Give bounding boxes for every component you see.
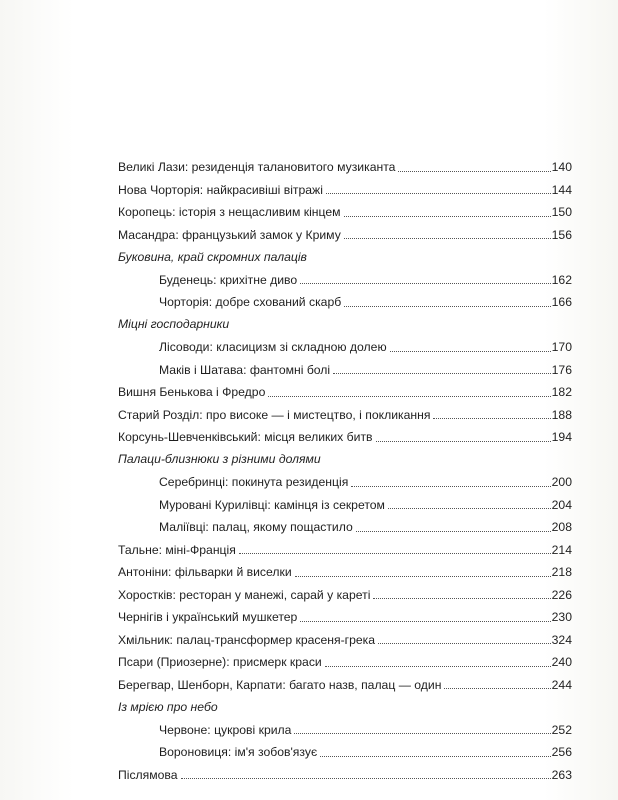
toc-entry <box>118 556 572 579</box>
dot-leader <box>294 722 550 734</box>
toc-section-heading: Палаци-близнюки з різними долями <box>118 452 321 466</box>
toc-entry <box>118 421 572 444</box>
toc-page-number: 182 <box>551 385 572 400</box>
dot-leader <box>356 520 551 532</box>
toc-page-number: 166 <box>551 295 572 310</box>
toc-page-number: 144 <box>551 182 572 197</box>
toc-entry-title: Старий Розділ: про високе — і мистецтво, і покликання <box>118 407 431 422</box>
toc-section-heading: Із мрією про небо <box>118 699 218 714</box>
toc-entry <box>118 534 572 557</box>
toc-entry-title: Коропець: історія з нещасливим кінцем <box>118 205 341 220</box>
dot-leader <box>344 205 551 217</box>
toc-entry <box>118 286 572 309</box>
dot-leader <box>376 430 551 442</box>
toc-entry <box>118 196 572 219</box>
toc-page-number: 162 <box>551 272 572 287</box>
toc-page-number: 256 <box>551 745 572 760</box>
toc-entry-title: Буденець: крихітне диво <box>159 272 298 287</box>
dot-leader <box>378 632 551 644</box>
toc-entry-title: Лісоводи: класицизм зі складною долею <box>159 340 387 355</box>
toc-entry <box>118 669 572 692</box>
toc-page-number: 252 <box>551 722 572 737</box>
toc-entry <box>118 399 572 422</box>
toc-page-number: 140 <box>551 160 572 175</box>
dot-leader <box>268 385 550 397</box>
toc-entry <box>118 354 572 377</box>
toc-page-number: 176 <box>551 362 572 377</box>
toc-page-number: 230 <box>551 610 572 625</box>
dot-leader <box>333 362 551 374</box>
toc-entry <box>118 601 572 624</box>
toc-entry-title: Великі Лази: резиденція талановитого музиканта <box>118 160 396 175</box>
dot-leader <box>325 655 551 667</box>
dot-leader <box>373 587 550 599</box>
dot-leader <box>320 745 550 757</box>
toc-entry-title: Післямова <box>118 767 178 782</box>
toc-entry <box>118 489 572 512</box>
dot-leader <box>344 227 551 239</box>
toc-entry-title: Антоніни: фільварки й виселки <box>118 565 292 580</box>
dot-leader <box>300 272 551 284</box>
toc-entry <box>118 174 572 197</box>
toc-page-number: 170 <box>551 340 572 355</box>
toc-entry <box>118 151 572 174</box>
dot-leader <box>326 182 551 194</box>
toc-page-number: 214 <box>551 542 572 557</box>
toc-page-number: 194 <box>551 430 572 445</box>
toc-entry <box>118 624 572 647</box>
toc-page-number: 204 <box>551 497 572 512</box>
toc-entry-title: Чернігів і український мушкетер <box>118 610 298 625</box>
dot-leader <box>398 160 550 172</box>
dot-leader <box>239 542 551 554</box>
toc-section-heading: Буковина, край скромних палаців <box>118 249 307 264</box>
toc-page-number: 240 <box>551 655 572 670</box>
toc-page-number: 244 <box>551 677 572 692</box>
toc-entry <box>118 759 572 782</box>
toc-entry-title: Хоростків: ресторан у манежі, сарай у кареті <box>118 587 371 602</box>
toc-entry-title: Чорторія: добре схований скарб <box>159 295 342 310</box>
toc-entry-title: Корсунь-Шевченківський: місця великих битв <box>118 430 373 445</box>
toc-entry-title: Хмільник: палац-трансформер красеня-грека <box>118 632 376 647</box>
toc-entry-title: Муровані Курилівці: камінця із секретом <box>159 497 385 512</box>
dot-leader <box>351 475 550 487</box>
toc-entry <box>118 219 572 242</box>
toc-entry-title: Маліївці: палац, якому пощастило <box>159 520 353 535</box>
toc-entry-title: Серебринці: покинута резиденція <box>159 475 349 490</box>
toc-entry <box>118 264 572 287</box>
toc-entry-title: Берегвар, Шенборн, Карпати: багато назв, палац — один <box>118 677 442 692</box>
toc-entry <box>118 714 572 737</box>
toc-entry <box>118 331 572 354</box>
toc-page-number: 263 <box>551 767 572 782</box>
toc-page-number: 156 <box>551 227 572 242</box>
toc-entry-title: Маків і Шатава: фантомні болі <box>159 362 331 377</box>
dot-leader <box>433 407 550 419</box>
dot-leader <box>344 295 550 307</box>
toc-entry <box>118 466 572 489</box>
toc-page-number: 188 <box>551 407 572 422</box>
dot-leader <box>295 565 551 577</box>
toc-page-number: 150 <box>551 205 572 220</box>
toc-page-number: 218 <box>551 565 572 580</box>
toc-entry-title: Тальне: міні-Франція <box>118 542 236 557</box>
toc-entry <box>118 511 572 534</box>
toc-page-number: 200 <box>551 475 572 490</box>
toc-page-number: 226 <box>551 587 572 602</box>
dot-leader <box>444 677 550 689</box>
toc-entry <box>118 579 572 602</box>
toc-entry-title: Нова Чорторія: найкрасивіші вітражі <box>118 182 323 197</box>
toc-entry-title: Вороновиця: ім'я зобов'язує <box>159 745 318 760</box>
toc-entry-title: Червоне: цукрові крила <box>159 722 292 737</box>
toc-entry <box>118 376 572 399</box>
toc-entry <box>118 646 572 669</box>
toc-section-heading: Міцні господарники <box>118 317 230 331</box>
dot-leader <box>390 340 551 352</box>
toc-entry <box>118 736 572 759</box>
toc-entry-title: Масандра: французький замок у Криму <box>118 227 341 242</box>
table-of-contents <box>118 151 572 781</box>
toc-entry-title: Псари (Приозерне): присмерк краси <box>118 655 322 670</box>
toc-page-number: 324 <box>551 632 572 647</box>
dot-leader <box>388 497 551 509</box>
dot-leader <box>300 610 550 622</box>
toc-entry-title: Вишня Бенькова і Фредро <box>118 385 266 400</box>
dot-leader <box>181 767 551 779</box>
toc-page-number: 208 <box>551 520 572 535</box>
